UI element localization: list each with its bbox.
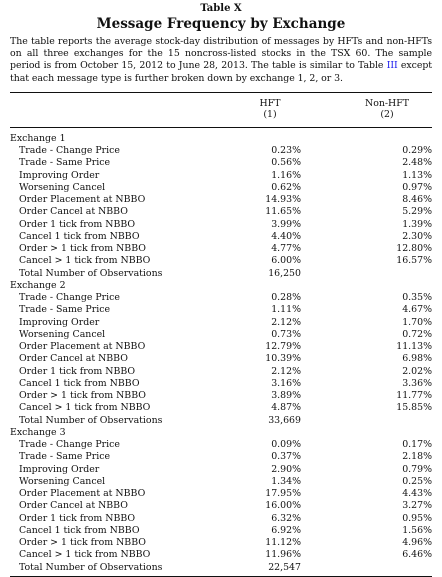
row-label: Order Placement at NBBO	[19, 488, 146, 500]
hft-value: 1.11%	[271, 304, 301, 316]
column-header-nonhft-number: (2)	[380, 108, 394, 120]
table-row	[10, 255, 432, 267]
section-title: Exchange 1	[10, 132, 66, 144]
row-label: Order 1 tick from NBBO	[19, 512, 136, 524]
table-row	[10, 500, 432, 512]
hft-value: 1.34%	[271, 475, 301, 487]
column-header-nonhft-name: Non-HFT	[365, 97, 409, 109]
hft-value: 0.56%	[271, 157, 301, 169]
table-row	[10, 353, 432, 365]
table-body	[10, 133, 432, 574]
hft-value: 16.00%	[265, 500, 301, 512]
hft-value: 1.16%	[271, 169, 301, 181]
table-row	[10, 537, 432, 549]
nonhft-value: 2.30%	[402, 230, 432, 242]
nonhft-value: 1.39%	[402, 218, 432, 230]
table-row	[10, 451, 432, 463]
nonhft-value: 3.36%	[402, 377, 432, 389]
nonhft-value: 0.72%	[402, 328, 432, 340]
row-label: Cancel > 1 tick from NBBO	[19, 549, 151, 561]
nonhft-value: 4.96%	[402, 537, 432, 549]
hft-value: 4.87%	[271, 402, 301, 414]
row-label: Total Number of Observations	[19, 267, 163, 279]
hft-value: 6.32%	[271, 512, 301, 524]
hft-value: 4.77%	[271, 243, 301, 255]
row-label: Order > 1 tick from NBBO	[19, 537, 146, 549]
nonhft-value: 0.17%	[402, 439, 432, 451]
table-row	[10, 415, 432, 427]
row-label: Trade - Change Price	[19, 439, 120, 451]
table-row	[10, 525, 432, 537]
row-label: Worsening Cancel	[19, 328, 106, 340]
hft-value: 2.12%	[271, 365, 301, 377]
nonhft-value: 1.56%	[402, 524, 432, 536]
nonhft-value: 16.57%	[396, 255, 432, 267]
table-row	[10, 366, 432, 378]
row-label: Order 1 tick from NBBO	[19, 365, 136, 377]
table-row	[10, 268, 432, 280]
row-label: Improving Order	[19, 169, 100, 181]
hft-value: 2.90%	[271, 463, 301, 475]
nonhft-value: 4.67%	[402, 304, 432, 316]
nonhft-value: 11.77%	[396, 390, 432, 402]
table-row	[10, 243, 432, 255]
nonhft-value: 6.46%	[402, 549, 432, 561]
nonhft-value: 0.79%	[402, 463, 432, 475]
nonhft-value: 0.25%	[402, 475, 432, 487]
hft-value: 0.62%	[271, 181, 301, 193]
hft-value: 14.93%	[265, 194, 301, 206]
table-row	[10, 476, 432, 488]
column-header-nonhft	[347, 98, 427, 120]
column-header-hft-number: (1)	[263, 108, 277, 120]
nonhft-value: 12.80%	[396, 243, 432, 255]
table-row	[10, 513, 432, 525]
table-row	[10, 549, 432, 561]
table-row	[10, 390, 432, 402]
hft-value: 11.65%	[265, 206, 301, 218]
nonhft-value: 1.70%	[402, 316, 432, 328]
row-label: Total Number of Observations	[19, 414, 163, 426]
column-header-hft-name: HFT	[259, 97, 281, 109]
hft-value: 12.79%	[265, 341, 301, 353]
table-row	[10, 562, 432, 574]
hft-value: 2.12%	[271, 316, 301, 328]
hft-value: 33,669	[268, 414, 301, 426]
table-reference-link[interactable]: III	[386, 60, 398, 72]
top-rule	[10, 92, 432, 93]
row-label: Trade - Same Price	[19, 451, 111, 463]
row-label: Improving Order	[19, 316, 100, 328]
section-title: Exchange 2	[10, 279, 66, 291]
row-label: Worsening Cancel	[19, 181, 106, 193]
table-row	[10, 170, 432, 182]
hft-value: 17.95%	[265, 488, 301, 500]
table-row	[10, 402, 432, 414]
table-row	[10, 145, 432, 157]
row-label: Trade - Same Price	[19, 304, 111, 316]
table-row	[10, 439, 432, 451]
nonhft-value: 0.29%	[402, 145, 432, 157]
row-label: Cancel 1 tick from NBBO	[19, 377, 140, 389]
hft-value: 0.73%	[271, 328, 301, 340]
nonhft-value: 1.13%	[402, 169, 432, 181]
row-label: Order > 1 tick from NBBO	[19, 390, 146, 402]
hft-value: 0.37%	[271, 451, 301, 463]
table-row	[10, 464, 432, 476]
row-label: Order Placement at NBBO	[19, 194, 146, 206]
nonhft-value: 5.29%	[402, 206, 432, 218]
table-row	[10, 231, 432, 243]
hft-value: 6.00%	[271, 255, 301, 267]
row-label: Total Number of Observations	[19, 561, 163, 573]
row-label: Cancel 1 tick from NBBO	[19, 230, 140, 242]
column-header-hft	[230, 98, 310, 120]
row-label: Order Cancel at NBBO	[19, 500, 128, 512]
table-row	[10, 341, 432, 353]
hft-value: 3.16%	[271, 377, 301, 389]
nonhft-value: 15.85%	[396, 402, 432, 414]
table-row	[10, 194, 432, 206]
nonhft-value: 4.43%	[402, 488, 432, 500]
table-caption	[10, 36, 432, 85]
hft-value: 0.28%	[271, 292, 301, 304]
hft-value: 10.39%	[265, 353, 301, 365]
hft-value: 4.40%	[271, 230, 301, 242]
row-label: Trade - Change Price	[19, 292, 120, 304]
nonhft-value: 2.18%	[402, 451, 432, 463]
nonhft-value: 6.98%	[402, 353, 432, 365]
caption-text-start: The table reports the average stock-day distribution of messages by HFTs and non-HFTs on all three exchanges for the 15 noncross-listed stocks in the TSX 60. The sample period is from October 15, 2012 to June 28, 2013. The table is similar to Table	[10, 36, 432, 72]
table-row	[10, 317, 432, 329]
hft-value: 6.92%	[271, 524, 301, 536]
hft-value: 3.99%	[271, 218, 301, 230]
nonhft-value: 0.97%	[402, 181, 432, 193]
section-title: Exchange 3	[10, 426, 66, 438]
row-label: Order Placement at NBBO	[19, 341, 146, 353]
hft-value: 0.09%	[271, 439, 301, 451]
hft-value: 0.23%	[271, 145, 301, 157]
row-label: Trade - Change Price	[19, 145, 120, 157]
hft-value: 3.89%	[271, 390, 301, 402]
row-label: Cancel > 1 tick from NBBO	[19, 255, 151, 267]
table-title: Message Frequency by Exchange	[96, 16, 346, 32]
hft-value: 11.12%	[265, 537, 301, 549]
hft-value: 16,250	[268, 267, 301, 279]
nonhft-value: 0.35%	[402, 292, 432, 304]
nonhft-value: 8.46%	[402, 194, 432, 206]
row-label: Trade - Same Price	[19, 157, 111, 169]
caption-text-end: except that each message type is further broken down by exchange 1, 2, or 3.	[10, 60, 432, 84]
table-row	[10, 219, 432, 231]
nonhft-value: 2.02%	[402, 365, 432, 377]
nonhft-value: 11.13%	[396, 341, 432, 353]
hft-value: 11.96%	[265, 549, 301, 561]
row-label: Improving Order	[19, 463, 100, 475]
nonhft-value: 0.95%	[402, 512, 432, 524]
table-row	[10, 329, 432, 341]
row-label: Cancel 1 tick from NBBO	[19, 524, 140, 536]
table-row	[10, 488, 432, 500]
header-rule	[10, 127, 432, 128]
nonhft-value: 2.48%	[402, 157, 432, 169]
table-row	[10, 304, 432, 316]
table-row	[10, 157, 432, 169]
table-row	[10, 292, 432, 304]
table-row	[10, 206, 432, 218]
row-label: Cancel > 1 tick from NBBO	[19, 402, 151, 414]
table-label: Table X	[200, 3, 242, 14]
row-label: Order Cancel at NBBO	[19, 206, 128, 218]
row-label: Worsening Cancel	[19, 475, 106, 487]
column-headers	[10, 98, 432, 124]
row-label: Order Cancel at NBBO	[19, 353, 128, 365]
nonhft-value: 3.27%	[402, 500, 432, 512]
table-row	[10, 182, 432, 194]
hft-value: 22,547	[268, 561, 301, 573]
row-label: Order 1 tick from NBBO	[19, 218, 136, 230]
row-label: Order > 1 tick from NBBO	[19, 243, 146, 255]
table-row	[10, 378, 432, 390]
